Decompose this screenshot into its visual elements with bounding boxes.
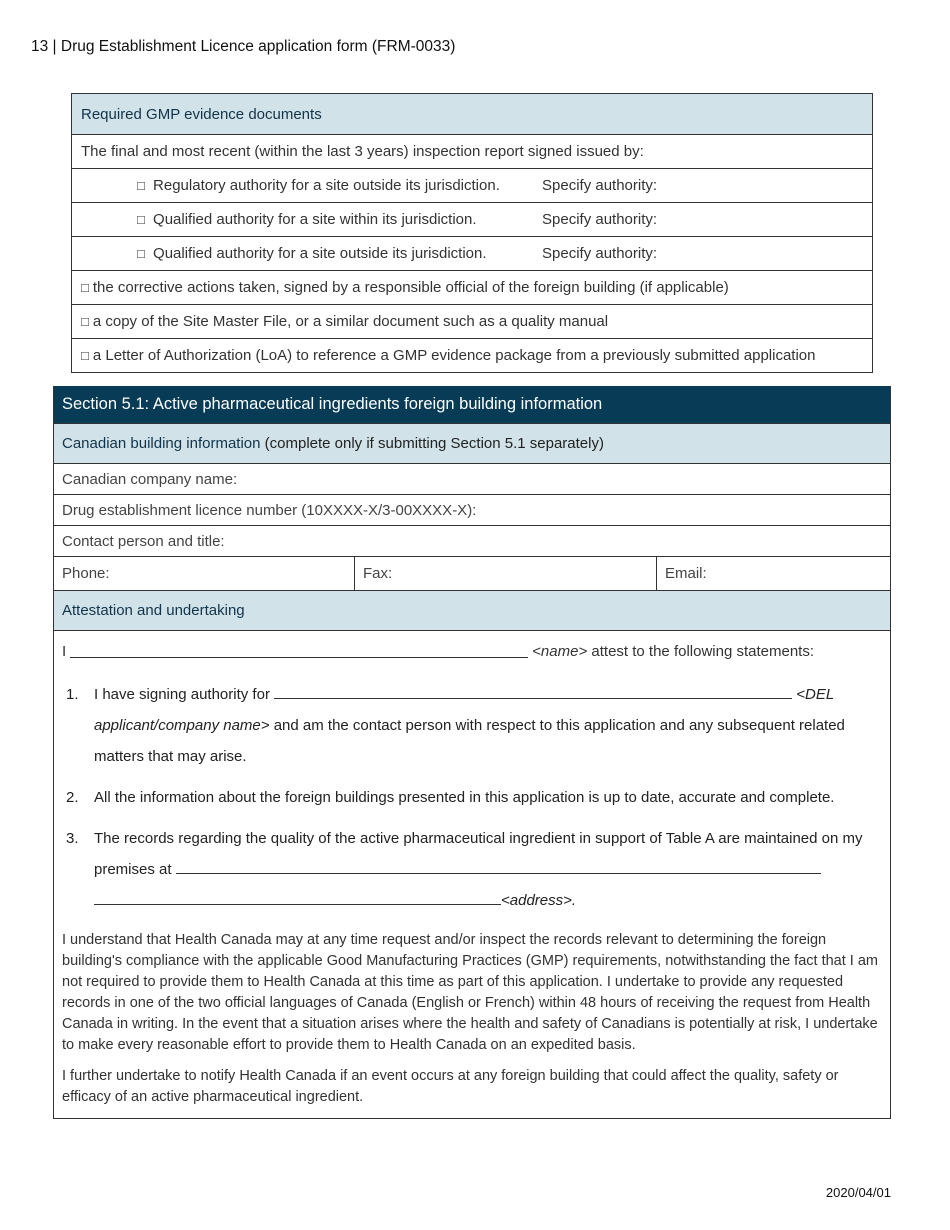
contact-details-row (54, 556, 890, 590)
gmp-sub-item (72, 168, 872, 202)
list-number: 3. (66, 830, 79, 847)
fax-field[interactable]: Fax: (355, 557, 657, 590)
company-name-field[interactable]: Canadian company name: (54, 463, 890, 494)
gmp-sub-item (72, 202, 872, 236)
specify-authority-label: Specify authority: (542, 245, 658, 262)
statement-text (94, 823, 882, 916)
address-blank-1[interactable] (176, 860, 821, 874)
gmp-item-label: a Letter of Authorization (LoA) to reference a GMP evidence package from a previously submitted application (92, 347, 816, 364)
contact-person-field[interactable]: Contact person and title: (54, 525, 890, 556)
attest-rest: attest to the following statements: (591, 642, 815, 660)
checkbox-corrective-actions[interactable]: □ (81, 280, 89, 295)
email-field[interactable]: Email: (665, 565, 707, 582)
specify-authority-label: Specify authority: (542, 211, 658, 228)
gmp-table-heading: Required GMP evidence documents (72, 94, 872, 134)
name-placeholder: <name> (532, 642, 588, 660)
checkbox-regulatory-outside[interactable]: □ (137, 178, 145, 193)
gmp-item-label: the corrective actions taken, signed by a responsible official of the foreign building (if applicable) (92, 279, 729, 296)
checkbox-site-master-file[interactable]: □ (81, 314, 89, 329)
statement-text: All the information about the foreign buildings presented in this application is up to date, accurate and complete. (94, 789, 835, 806)
section-5-1 (53, 386, 891, 1119)
company-name-blank[interactable] (274, 685, 792, 699)
phone-field[interactable]: Phone: (54, 557, 355, 590)
checkbox-qualified-within[interactable]: □ (137, 212, 145, 227)
canadian-heading-note: (complete only if submitting Section 5.1 separately) (264, 435, 604, 452)
gmp-item (72, 338, 872, 372)
checkbox-qualified-outside[interactable]: □ (137, 246, 145, 261)
gmp-evidence-table (71, 93, 873, 373)
statements-list (62, 679, 882, 916)
statement-prefix: I have signing authority for (94, 686, 270, 703)
checkbox-letter-of-authorization[interactable]: □ (81, 348, 89, 363)
company-placeholder: <DEL applicant/company name> (94, 686, 834, 734)
gmp-item (72, 270, 872, 304)
canadian-heading-label: Canadian building information (62, 435, 261, 452)
list-number: 1. (66, 686, 79, 703)
canadian-building-heading (54, 423, 890, 463)
attestation-heading: Attestation and undertaking (54, 590, 890, 630)
statement-suffix: and am the contact person with respect to this application and any subsequent related matters that may arise. (94, 717, 845, 765)
gmp-intro: The final and most recent (within the last 3 years) inspection report signed issued by: (72, 134, 872, 168)
gmp-sub-item (72, 236, 872, 270)
section-title: Section 5.1: Active pharmaceutical ingredients foreign building information (54, 386, 890, 423)
list-item (62, 679, 882, 772)
list-item (62, 782, 882, 813)
page-header: 13 | Drug Establishment Licence application form (FRM-0033) (31, 38, 456, 55)
address-blank-2[interactable] (94, 891, 501, 905)
sub-item-label: Qualified authority for a site within its jurisdiction. (153, 211, 477, 228)
specify-authority-label: Specify authority: (542, 177, 658, 194)
attestation-body (54, 630, 890, 1118)
list-item (62, 823, 882, 916)
footer-date: 2020/04/01 (825, 1185, 891, 1200)
statement-text (94, 679, 882, 772)
gmp-item (72, 304, 872, 338)
address-placeholder: <address>. (501, 892, 577, 909)
attestation-line (62, 639, 882, 663)
notification-paragraph: I further undertake to notify Health Canada if an event occurs at any foreign building that could affect the quality, safety or efficacy of an active pharmaceutical ingredient. (62, 1068, 839, 1105)
attest-i: I (62, 642, 67, 660)
list-number: 2. (66, 789, 79, 806)
undertaking-paragraph: I understand that Health Canada may at any time request and/or inspect the records relevant to determining the foreign building's compliance with the applicable Good Manufacturing Practices (GMP) requirements, notwithstanding the fact that I am not required to provide them to Health Canada at this time as part of this application. I undertake to provide any requested records in one of the two official languages of Canada (English or French) within 48 hours of receiving the request from Health Canada in writing. In the event that a situation arises where the health and safety of Canadians is potentially at risk, I undertake to make every reasonable effort to provide them to Health Canada on an expedited basis. (62, 932, 878, 1053)
sub-item-label: Regulatory authority for a site outside its jurisdiction. (153, 177, 500, 194)
name-blank[interactable] (70, 644, 528, 658)
statement-prefix: The records regarding the quality of the active pharmaceutical ingredient in support of Table A are maintained on my premises at (94, 830, 863, 878)
gmp-item-label: a copy of the Site Master File, or a similar document such as a quality manual (92, 313, 609, 330)
sub-item-label: Qualified authority for a site outside its jurisdiction. (153, 245, 487, 262)
licence-number-field[interactable]: Drug establishment licence number (10XXXX-X/3-00XXXX-X): (54, 494, 890, 525)
